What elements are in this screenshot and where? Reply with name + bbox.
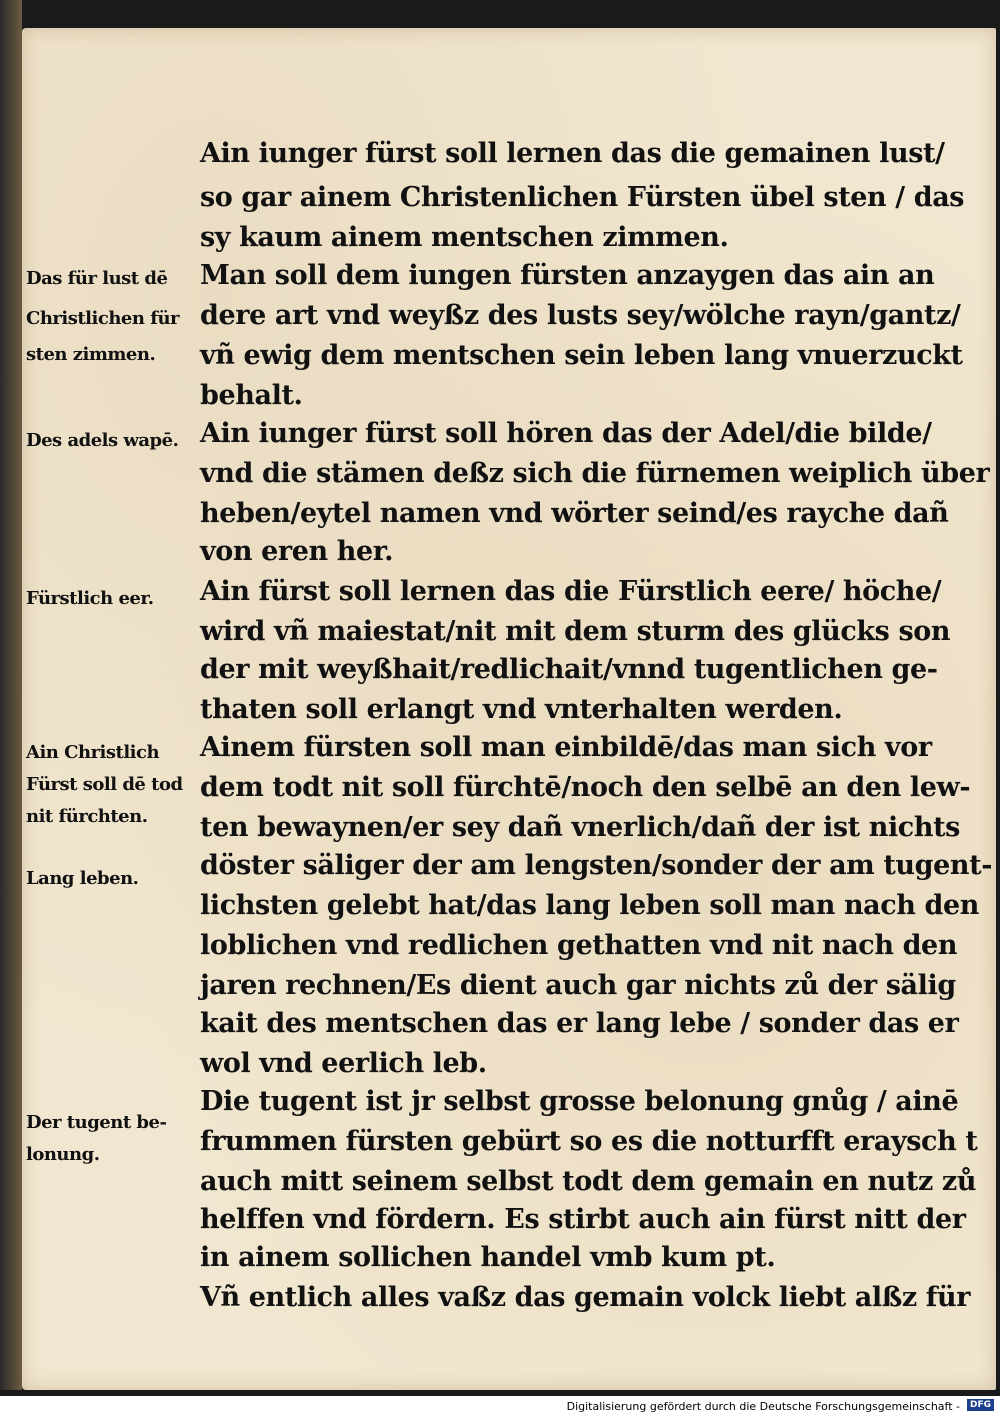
- margin-note: lonung.: [26, 1144, 100, 1165]
- margin-note: sten zimmen.: [26, 344, 156, 365]
- margin-note: Lang leben.: [26, 868, 139, 889]
- body-line: Vñ entlich alles vaßz das gemain volck liebt alßz für: [200, 1282, 971, 1313]
- body-line: von eren her.: [200, 536, 394, 567]
- body-line: dem todt nit soll fürchtē/noch den selbē an den lew-: [200, 772, 971, 803]
- document-page: [22, 28, 996, 1390]
- margin-note: nit fürchten.: [26, 806, 148, 827]
- funding-notice: Digitalisierung gefördert durch die Deutsche Forschungsgemeinschaft -: [566, 1400, 960, 1413]
- footer-bar: [0, 1396, 1000, 1418]
- body-line: Man soll dem iungen fürsten anzaygen das ain an: [200, 260, 935, 291]
- margin-note: Fürstlich eer.: [26, 588, 154, 609]
- margin-note: Ain Christlich: [26, 742, 160, 763]
- body-line: lichsten gelebt hat/das lang leben soll man nach den: [200, 890, 980, 921]
- body-line: Die tugent ist jr selbst grosse belonung gnůg / ainē: [200, 1086, 959, 1117]
- body-line: so gar ainem Christenlichen Fürsten übel sten / das: [200, 182, 965, 213]
- body-line: vñ ewig dem mentschen sein leben lang vnuerzuckt: [200, 340, 963, 371]
- body-line: Ain iunger fürst soll lernen das die gemainen lust/: [200, 138, 945, 169]
- book-edge: [0, 0, 22, 1390]
- body-line: ten bewaynen/er sey dañ vnerlich/dañ der ist nichts: [200, 812, 960, 843]
- body-line: Ain fürst soll lernen das die Fürstlich eere/ höche/: [200, 576, 942, 607]
- body-line: Ainem fürsten soll man einbildē/das man sich vor: [200, 732, 932, 763]
- body-line: der mit weyßhait/redlichait/vnnd tugentlichen ge-: [200, 654, 938, 685]
- body-line: jaren rechnen/Es dient auch gar nichts zů der sälig: [200, 970, 956, 1001]
- body-line: wird vñ maiestat/nit mit dem sturm des glücks son: [200, 616, 951, 647]
- body-line: dere art vnd weyßz des lusts sey/wölche rayn/gantz/: [200, 300, 961, 331]
- margin-note: Das für lust dē: [26, 268, 168, 289]
- body-line: sy kaum ainem mentschen zimmen.: [200, 222, 729, 253]
- body-line: behalt.: [200, 380, 303, 411]
- body-line: kait des mentschen das er lang lebe / sonder das er: [200, 1008, 959, 1039]
- margin-note: Christlichen für: [26, 308, 180, 329]
- dfg-logo: DFG: [967, 1399, 994, 1411]
- body-line: döster säliger der am lengsten/sonder der am tugent-: [200, 850, 993, 881]
- body-line: loblichen vnd redlichen gethatten vnd nit nach den: [200, 930, 958, 961]
- body-line: Ain iunger fürst soll hören das der Adel/die bilde/: [200, 418, 932, 449]
- body-line: heben/eytel namen vnd wörter seind/es rayche dañ: [200, 498, 949, 529]
- body-line: thaten soll erlangt vnd vnterhalten werden.: [200, 694, 843, 725]
- body-line: auch mitt seinem selbst todt dem gemain en nutz zů: [200, 1166, 977, 1197]
- body-line: wol vnd eerlich leb.: [200, 1048, 487, 1079]
- body-line: helffen vnd fördern. Es stirbt auch ain fürst nitt der: [200, 1204, 966, 1235]
- margin-note: Der tugent be-: [26, 1112, 167, 1133]
- body-line: frummen fürsten gebürt so es die notturfft eraysch t: [200, 1126, 978, 1157]
- margin-note: Des adels wapē.: [26, 430, 179, 451]
- margin-note: Fürst soll dē tod: [26, 774, 183, 795]
- body-line: vnd die stämen deßz sich die fürnemen weiplich über: [200, 458, 990, 489]
- body-line: in ainem sollichen handel vmb kum pt.: [200, 1242, 776, 1273]
